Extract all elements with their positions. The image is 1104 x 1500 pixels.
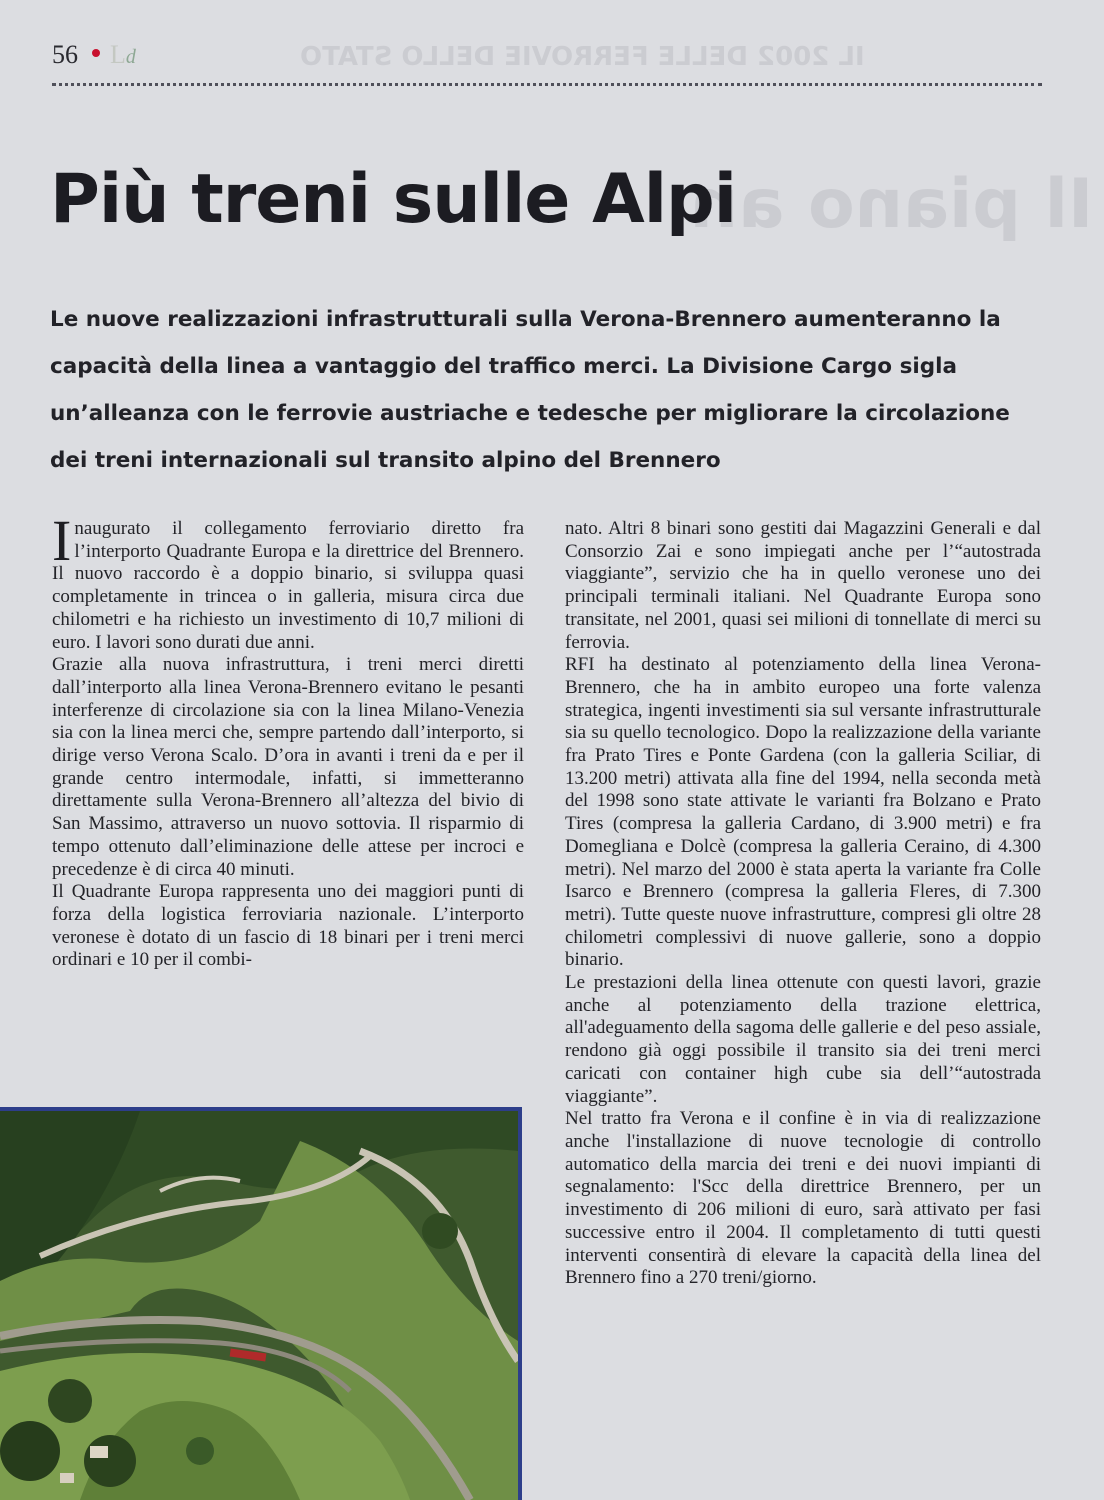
- left-column: [52, 508, 524, 972]
- left-paragraph-2: Grazie alla nuova infrastruttura, i treni merci diretti dall’interporto alla linea Verona-Brennero evitano le pesanti interferenze di circolazione sia con la linea Milano-Venezia sia con la linea merci che, sempre partendo dall’interporto, si dirige verso Verona Scalo. D’ora in avanti i treni da e per il grande centro intermodale, infatti, si immetteranno direttamente sulla Verona-Brennero all’altezza del bivio di San Massimo, attraverso un nuovo sottovia. Il risparmio di tempo ottenuto dall’eliminazione delle attese per incroci e precedenze è di circa 40 minuti.: [52, 654, 524, 880]
- right-paragraph-2: RFI ha destinato al potenziamento della linea Verona-Brennero, che ha in ambito europeo una forte valenza strategica, ingenti investimenti sia sul versante infrastrutturale sia su quello tecnologico. Dopo la realizzazione della variante fra Prato Tires e Ponte Gardena (con la galleria Sciliar, di 13.200 metri) attivata alla fine del 1994, nella seconda metà del 1998 sono state attivate le varianti fra Bolzano e Prato Tires (compresa la galleria Cardano, di 3.900 metri) e fra Domegliana e Dolcè (compresa la galleria Ceraino, di 4.300 metri). Nel marzo del 2000 è stata aperta la variante fra Colle Isarco e Brennero (compresa la galleria Fleres, di 7.300 metri). Tutte queste nuove infrastrutture, compresi gli oltre 28 chilometri complessivi di nuove gallerie, sono a doppio binario.: [565, 654, 1041, 971]
- bleed-through-header: IL 2002 DELLE FERROVIE DELLO STATO: [300, 42, 865, 72]
- right-column: [565, 518, 1041, 1290]
- right-paragraph-4: Nel tratto fra Verona e il confine è in via di realizzazione anche l'installazione di nuove tecnologie di controllo automatico della marcia dei treni e dei nuovi impianti di segnalamento: l'Scc della direttrice Brennero, per un investimento di 206 milioni di euro, sarà attivato per fasi successive entro il 2004. Il completamento di tutti questi interventi consentirà di elevare la capacità della linea del Brennero fino a 270 treni/giorno.: [565, 1108, 1041, 1289]
- right-paragraph-3: Le prestazioni della linea ottenute con questi lavori, grazie anche al potenziamento della trazione elettrica, all'adeguamento della sagoma delle gallerie e del peso assiale, rendono già oggi possibile il transito sia dei treni merci caricati con container high cube sia dell’“autostrada viaggiante”.: [565, 972, 1041, 1107]
- left-paragraph-1: Inaugurato il collegamento ferroviario diretto fra l’interporto Quadrante Europa e la direttrice del Brennero. Il nuovo raccordo è a doppio binario, si sviluppa quasi completamente in trincea o in galleria, misura circa due chilometri e ha richiesto un investimento di 10,7 milioni di euro. I lavori sono durati due anni.: [52, 508, 524, 653]
- drop-cap: I: [52, 508, 72, 573]
- right-paragraph-1: nato. Altri 8 binari sono gestiti dai Magazzini Generali e dal Consorzio Zai e sono impiegati anche per l’“autostrada viaggiante”, servizio che ha in quello veronese uno dei principali terminali italiani. Nel Quadrante Europa sono transitate, nel 2001, quasi sei milioni di tonnellate di merci su ferrovia.: [565, 518, 1041, 653]
- page-number: 56: [52, 40, 78, 69]
- bullet-icon: [92, 49, 100, 57]
- dotted-divider: [52, 83, 1042, 86]
- magazine-logo: Ld: [110, 40, 136, 69]
- alpine-railway-photo: [0, 1107, 522, 1500]
- bleed-through-title: Il piano an: [690, 165, 1094, 244]
- article-subtitle: Le nuove realizzazioni infrastrutturali sulla Verona-Brennero aumenteranno la capacità della linea a vantaggio del traffico merci. La Divisione Cargo sigla un’alleanza con le ferrovie austriache e tedesche per migliorare la circolazione dei treni internazionali sul transito alpino del Brennero: [50, 307, 1010, 473]
- left-paragraph-3: Il Quadrante Europa rappresenta uno dei maggiori punti di forza della logistica ferroviaria nazionale. L’interporto veronese è dotato di un fascio di 18 binari per i treni merci ordinari e 10 per il combi-: [52, 881, 524, 971]
- article-title: Più treni sulle Alpi: [50, 160, 736, 239]
- photo-illustration: [0, 1111, 518, 1500]
- page-header: [52, 40, 1042, 90]
